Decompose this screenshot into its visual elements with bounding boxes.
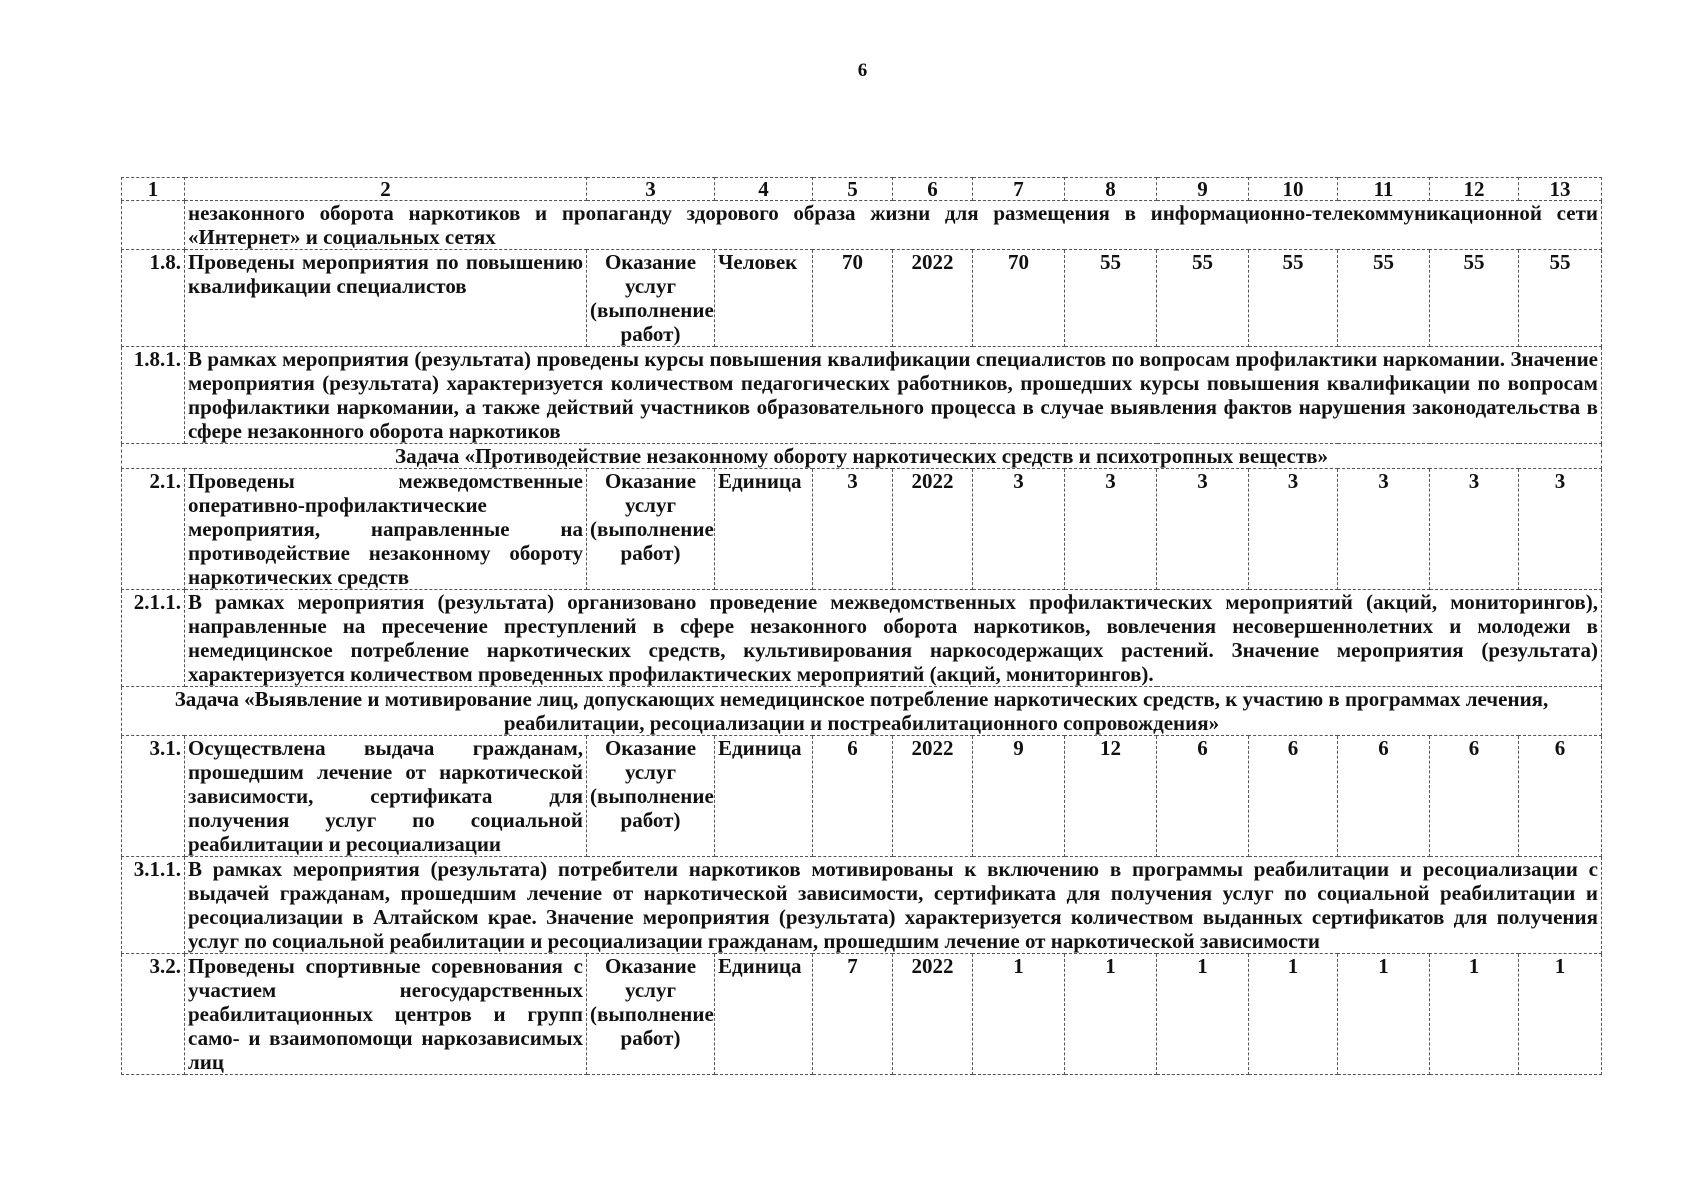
- measure-row: [122, 469, 1602, 590]
- measure-value: 1: [1065, 954, 1157, 1075]
- measure-value: 1: [1157, 954, 1249, 1075]
- measures-table: [121, 177, 1602, 1075]
- measure-unit: Единица: [715, 469, 813, 590]
- task-row: [122, 687, 1602, 736]
- measure-type: Оказание услуг (выполнение работ): [587, 469, 715, 590]
- description-number: 2.1.1.: [122, 590, 185, 687]
- measure-value: 6: [813, 736, 893, 857]
- measure-value: 1: [1249, 954, 1338, 1075]
- measure-value: 6: [1157, 736, 1249, 857]
- measure-value: 1: [1430, 954, 1519, 1075]
- measure-type: Оказание услуг (выполнение работ): [587, 736, 715, 857]
- header-cell: 11: [1338, 178, 1430, 201]
- measure-unit: Единица: [715, 954, 813, 1075]
- measure-name: Осуществлена выдача гражданам, прошедшим лечение от наркотической зависимости, сертификата для получения услуг по социальной реабилитации и ресоциализации: [185, 736, 587, 857]
- measure-value: 55: [1338, 250, 1430, 347]
- header-cell: 4: [715, 178, 813, 201]
- measure-type: Оказание услуг (выполнение работ): [587, 250, 715, 347]
- measure-value: 2022: [893, 469, 973, 590]
- measure-value: 3: [1157, 469, 1249, 590]
- measure-name: Проведены мероприятия по повышению квалификации специалистов: [185, 250, 587, 347]
- table-body: [122, 178, 1602, 1075]
- continuation-text: незаконного оборота наркотиков и пропаганду здорового образа жизни для размещения в информационно-телекоммуникационной сети «Интернет» и социальных сетях: [185, 201, 1602, 250]
- header-cell: 9: [1157, 178, 1249, 201]
- header-cell: 6: [893, 178, 973, 201]
- description-row: [122, 590, 1602, 687]
- measure-row: [122, 250, 1602, 347]
- measure-value: 3: [973, 469, 1065, 590]
- measure-value: 3: [1065, 469, 1157, 590]
- measure-value: 55: [1249, 250, 1338, 347]
- description-number: 3.1.1.: [122, 857, 185, 954]
- description-row: [122, 857, 1602, 954]
- description-number: 1.8.1.: [122, 347, 185, 444]
- measure-value: 7: [813, 954, 893, 1075]
- continuation-number-cell: [122, 201, 185, 250]
- header-cell: 8: [1065, 178, 1157, 201]
- page-number: 6: [857, 60, 868, 81]
- header-cell: 2: [185, 178, 587, 201]
- measure-value: 2022: [893, 250, 973, 347]
- measure-value: 55: [1065, 250, 1157, 347]
- header-row: [122, 178, 1602, 201]
- header-cell: 13: [1519, 178, 1602, 201]
- measure-value: 6: [1430, 736, 1519, 857]
- task-heading: Задача «Выявление и мотивирование лиц, допускающих немедицинское потребление наркотических средств, к участию в программах лечения, реабилитации, ресоциализации и постреабилитационного сопровождения»: [122, 687, 1602, 736]
- continuation-row: [122, 201, 1602, 250]
- measure-row: [122, 736, 1602, 857]
- measure-value: 3: [813, 469, 893, 590]
- description-row: [122, 347, 1602, 444]
- measure-value: 9: [973, 736, 1065, 857]
- measure-value: 3: [1430, 469, 1519, 590]
- measure-value: 1: [1338, 954, 1430, 1075]
- measure-value: 2022: [893, 954, 973, 1075]
- header-cell: 10: [1249, 178, 1338, 201]
- measure-value: 70: [813, 250, 893, 347]
- measure-value: 55: [1519, 250, 1602, 347]
- header-cell: 5: [813, 178, 893, 201]
- measure-value: 55: [1430, 250, 1519, 347]
- measure-value: 3: [1249, 469, 1338, 590]
- measure-value: 12: [1065, 736, 1157, 857]
- measure-unit: Человек: [715, 250, 813, 347]
- measure-value: 6: [1519, 736, 1602, 857]
- measure-value: 6: [1338, 736, 1430, 857]
- header-cell: 7: [973, 178, 1065, 201]
- description-text: В рамках мероприятия (результата) проведены курсы повышения квалификации специалистов по вопросам профилактики наркомании. Значение мероприятия (результата) характеризуется количеством педагогических работников, прошедших курсы повышения квалификации по вопросам профилактики наркомании, а также действий участников образовательного процесса в случае выявления фактов нарушения законодательства в сфере незаконного оборота наркотиков: [185, 347, 1602, 444]
- description-text: В рамках мероприятия (результата) потребители наркотиков мотивированы к включению в программы реабилитации и ресоциализации с выдачей гражданам, прошедшим лечение от наркотической зависимости, сертификата для получения услуг по социальной реабилитации и ресоциализации в Алтайском крае. Значение мероприятия (результата) характеризуется количеством выданных сертификатов для получения услуг по социальной реабилитации и ресоциализации гражданам, прошедшим лечение от наркотической зависимости: [185, 857, 1602, 954]
- measure-number: 2.1.: [122, 469, 185, 590]
- measure-value: 70: [973, 250, 1065, 347]
- task-row: [122, 444, 1602, 469]
- measure-number: 1.8.: [122, 250, 185, 347]
- header-cell: 3: [587, 178, 715, 201]
- measure-name: Проведены спортивные соревнования с участием негосударственных реабилитационных центров и групп само- и взаимопомощи наркозависимых лиц: [185, 954, 587, 1075]
- measure-value: 6: [1249, 736, 1338, 857]
- header-cell: 1: [122, 178, 185, 201]
- measure-row: [122, 954, 1602, 1075]
- description-text: В рамках мероприятия (результата) организовано проведение межведомственных профилактических мероприятий (акций, мониторингов), направленные на пресечение преступлений в сфере незаконного оборота наркотиков, вовлечения несовершеннолетних и молодежи в немедицинское потребление наркотических средств, культивирования наркосодержащих растений. Значение мероприятия (результата) характеризуется количеством проведенных профилактических мероприятий (акций, мониторингов).: [185, 590, 1602, 687]
- measure-value: 3: [1519, 469, 1602, 590]
- measure-value: 2022: [893, 736, 973, 857]
- measure-unit: Единица: [715, 736, 813, 857]
- measure-value: 55: [1157, 250, 1249, 347]
- header-cell: 12: [1430, 178, 1519, 201]
- measure-name: Проведены межведомственные оперативно-профилактические мероприятия, направленные на противодействие незаконному обороту наркотических средств: [185, 469, 587, 590]
- measure-number: 3.2.: [122, 954, 185, 1075]
- measure-type: Оказание услуг (выполнение работ): [587, 954, 715, 1075]
- measure-value: 1: [1519, 954, 1602, 1075]
- task-heading: Задача «Противодействие незаконному обороту наркотических средств и психотропных веществ»: [122, 444, 1602, 469]
- measure-number: 3.1.: [122, 736, 185, 857]
- measure-value: 1: [973, 954, 1065, 1075]
- measure-value: 3: [1338, 469, 1430, 590]
